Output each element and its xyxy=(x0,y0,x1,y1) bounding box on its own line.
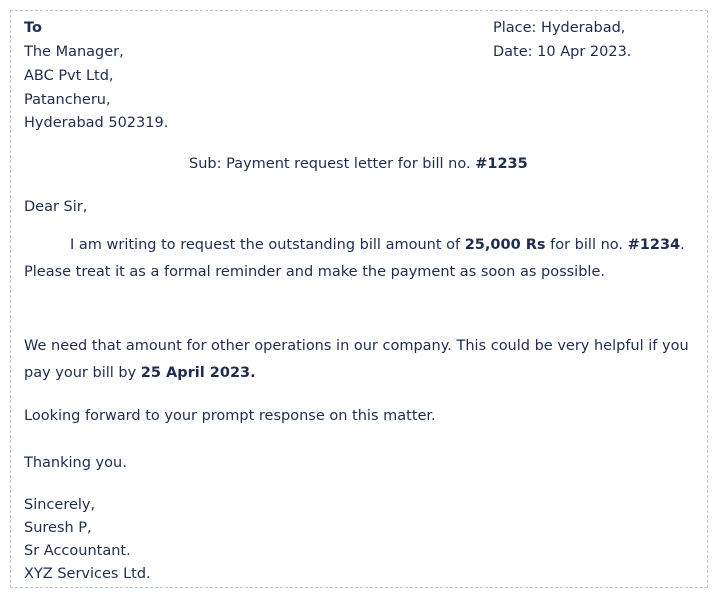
recipient-line: Hyderabad 502319. xyxy=(24,115,169,131)
due-date: 25 April 2023. xyxy=(140,365,256,381)
letter-page xyxy=(10,10,708,588)
para1-text: I am writing to request the outstanding bill amount of xyxy=(70,237,465,253)
body-paragraph-2 xyxy=(24,333,696,387)
to-label: To xyxy=(24,20,42,36)
sender-name: Suresh P, xyxy=(24,520,92,536)
date-line: Date: 10 Apr 2023. xyxy=(493,44,632,60)
body-paragraph-3: Looking forward to your prompt response on this matter. xyxy=(24,408,436,424)
sender-company: XYZ Services Ltd. xyxy=(24,566,151,582)
para2-text: We need that amount for other operations in our company. This could be very helpful if you pay your bill by xyxy=(24,338,689,381)
subject-text: Sub: Payment request letter for bill no. xyxy=(189,156,476,172)
bill-amount: 25,000 Rs xyxy=(464,237,546,253)
recipient-line: ABC Pvt Ltd, xyxy=(24,68,114,84)
recipient-line: Patancheru, xyxy=(24,92,111,108)
sender-title: Sr Accountant. xyxy=(24,543,131,559)
subject-bill-number: #1235 xyxy=(475,156,528,172)
para1-text: for bill no. xyxy=(545,237,628,253)
subject-line xyxy=(189,154,528,174)
para1-text: . Please treat it as a formal reminder and make the payment as soon as possible. xyxy=(24,237,685,280)
para1-bill-number: #1234 xyxy=(627,237,681,253)
thanks-line: Thanking you. xyxy=(24,455,127,471)
body-paragraph-1 xyxy=(24,232,696,286)
salutation: Dear Sir, xyxy=(24,199,88,215)
closing-line: Sincerely, xyxy=(24,497,96,513)
recipient-line: The Manager, xyxy=(24,44,124,60)
place-line: Place: Hyderabad, xyxy=(493,20,626,36)
